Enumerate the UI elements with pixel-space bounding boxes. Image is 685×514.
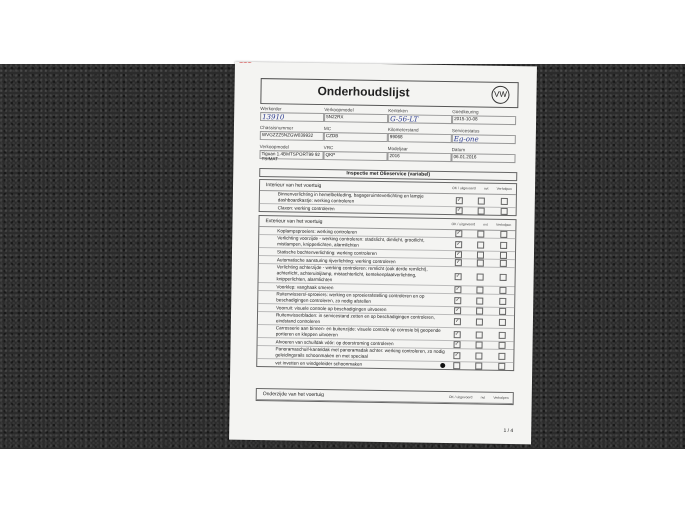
meta-cell bbox=[323, 145, 387, 161]
checkbox-ok[interactable]: ✓ bbox=[456, 207, 462, 214]
col-nvt: nvt bbox=[483, 186, 489, 191]
checklist-item-text: Claxon: werking controleren bbox=[277, 204, 335, 211]
checkbox-verholpen[interactable] bbox=[500, 241, 507, 248]
checkbox-ok[interactable]: ✓ bbox=[455, 307, 460, 314]
checkbox-nvt[interactable] bbox=[477, 273, 484, 280]
checkbox-nvt[interactable] bbox=[476, 331, 483, 338]
exterieur-section bbox=[256, 215, 516, 371]
checklist-item-text: Ruitenwissers/-sproeiers: werking en sproeierafstelling controleren en op beschadigingen controleren, zo nodig afstellen bbox=[276, 291, 425, 304]
checkbox-verholpen[interactable] bbox=[500, 231, 507, 238]
col-ok: OK / uitgevoerd bbox=[448, 395, 473, 400]
checkbox-nvt[interactable] bbox=[478, 197, 485, 204]
checkbox-nvt[interactable] bbox=[477, 297, 484, 304]
checkbox-nvt[interactable] bbox=[476, 341, 483, 348]
checkbox-ok[interactable]: ✓ bbox=[455, 272, 461, 279]
checkbox-verholpen[interactable] bbox=[498, 363, 505, 370]
checkbox-verholpen[interactable] bbox=[500, 252, 507, 259]
checkbox-ok[interactable]: ✓ bbox=[455, 286, 460, 293]
meta-row bbox=[259, 144, 515, 163]
col-nvt: nvt bbox=[483, 222, 488, 227]
checklist-item-text: Voorklep: vanghaak smeren bbox=[276, 283, 334, 290]
meta-cell bbox=[452, 109, 516, 125]
col-ok: OK / uitgevoerd bbox=[451, 222, 476, 227]
page-number: 1 / 4 bbox=[503, 427, 514, 435]
checklist-item-text: Binnenverlichting in hemelbekleding, bagageruimteverlichting en lampje dashboardkastje: werking controleren bbox=[277, 191, 424, 204]
meta-cell bbox=[388, 127, 452, 143]
meta-label: Chassisnummer bbox=[259, 125, 294, 131]
checklist-item-text: Ruitenwisserbladen: in servicestand zetten en op beschadigingen controleren, eindstand controleren bbox=[275, 312, 435, 325]
col-nvt: nvt bbox=[480, 395, 486, 400]
red-pen-mark: ~~~ bbox=[238, 59, 252, 68]
checkbox-nvt[interactable] bbox=[477, 251, 484, 258]
checklist-item-text: Verlichting achterzijde - werking controleren: remlicht (ook derde remlicht), achterlicht, achteruitrijlamp, mistachterlicht, kentekenplaatverlichting, knipperlichten, alarmlichten bbox=[276, 264, 428, 283]
meta-value: 2015-10-08 bbox=[452, 115, 516, 125]
meta-value: 13910 bbox=[260, 112, 324, 122]
checklist-item-text: Automatische aansturing rijverlichting: werking controleren bbox=[276, 256, 396, 264]
checklist-item-text: Verlichting voorzijde - werking controleren: stadslicht, dimlicht, grootlicht, mistlampen, knipperlichten, alarmlichten bbox=[277, 235, 425, 248]
checkbox-ok[interactable]: ✓ bbox=[456, 240, 461, 247]
interieur-section bbox=[259, 179, 517, 216]
checkbox-verholpen[interactable] bbox=[500, 260, 507, 267]
meta-cell bbox=[324, 126, 388, 142]
page-title: Onderhoudslijst bbox=[317, 83, 410, 100]
checkbox-verholpen[interactable] bbox=[499, 297, 506, 304]
checkbox-nvt[interactable] bbox=[477, 259, 484, 266]
checkbox-nvt[interactable] bbox=[476, 318, 483, 325]
checkbox-verholpen[interactable] bbox=[499, 342, 506, 349]
checkbox-ok[interactable]: ✓ bbox=[455, 317, 460, 324]
interieur-title: Interieur van het voertuig bbox=[266, 182, 322, 190]
checkbox-verholpen[interactable] bbox=[500, 287, 507, 294]
maintenance-checklist-sheet bbox=[229, 59, 537, 445]
meta-cell bbox=[387, 146, 451, 162]
checklist-item-text: Koplampsproeiers: werking controleren bbox=[277, 227, 358, 235]
checkbox-ok[interactable]: ✓ bbox=[454, 330, 460, 337]
meta-label: Werkorder bbox=[260, 106, 282, 112]
meta-cell bbox=[451, 147, 515, 163]
col-verholpen: Verholpen bbox=[496, 222, 512, 228]
title-box bbox=[260, 78, 518, 108]
meta-label: Modeljaar bbox=[387, 146, 408, 152]
checkbox-ok[interactable] bbox=[453, 362, 460, 369]
checklist-item-text: Carrosserie aan binnen- en buitenzijde: visuele controle op corrosie bij geopende portieren en kleppen uitvoeren bbox=[275, 325, 441, 338]
checkbox-nvt[interactable] bbox=[478, 230, 485, 237]
meta-value: Tiguan 1.4BMTSPORT99 92 TSIMAT bbox=[259, 150, 323, 160]
meta-cell bbox=[259, 144, 323, 160]
meta-label: Servicestatus bbox=[451, 128, 480, 134]
checkbox-ok[interactable]: ✓ bbox=[457, 196, 462, 203]
exterieur-title: Exterieur van het voertuig bbox=[265, 218, 323, 226]
meta-cell bbox=[260, 125, 324, 141]
meta-label: Kilometerstand bbox=[387, 127, 419, 133]
checklist-item-text: Statische bochtenverlichting: werking controleren bbox=[276, 248, 377, 256]
checkbox-ok[interactable]: ✓ bbox=[454, 341, 460, 348]
checkbox-verholpen[interactable] bbox=[501, 208, 508, 215]
checkbox-verholpen[interactable] bbox=[499, 308, 506, 315]
meta-cell bbox=[388, 108, 452, 124]
inspection-band: Inspectie met Olieservice (variabel) bbox=[259, 168, 517, 181]
checklist-item-text: Voorruit: visuele controle op beschadigingen uitvoeren bbox=[276, 304, 387, 312]
checkbox-verholpen[interactable] bbox=[501, 197, 508, 204]
checkbox-nvt[interactable] bbox=[478, 207, 485, 214]
meta-cell bbox=[452, 128, 516, 144]
checklist-item-text: vet invetten en windgeleider schoonmaken bbox=[275, 359, 363, 367]
meta-row bbox=[260, 106, 516, 125]
meta-label: Datum bbox=[451, 147, 466, 153]
checkbox-verholpen[interactable] bbox=[499, 318, 506, 325]
meta-label: Kenteken bbox=[388, 108, 408, 114]
checkbox-verholpen[interactable] bbox=[499, 331, 506, 338]
meta-label: Verkoopmodel bbox=[324, 107, 354, 113]
meta-label: Goedkeuring bbox=[452, 109, 479, 115]
checkbox-ok[interactable]: ✓ bbox=[456, 230, 461, 237]
vw-logo-icon: VW bbox=[491, 86, 509, 104]
checkbox-verholpen[interactable] bbox=[498, 352, 505, 359]
meta-value: QKP bbox=[323, 151, 387, 161]
meta-value: 06.01.2016 bbox=[451, 153, 515, 163]
meta-value: 99068 bbox=[388, 133, 452, 143]
checkbox-nvt[interactable] bbox=[476, 352, 483, 359]
meta-cell bbox=[260, 106, 324, 122]
col-verholpen: Verholpen bbox=[493, 395, 509, 400]
meta-value: WVGZZZ5NZGW039932 bbox=[260, 131, 324, 141]
checkbox-ok[interactable]: ✓ bbox=[456, 259, 461, 266]
meta-label: MC bbox=[323, 126, 332, 132]
checkbox-ok[interactable]: ✓ bbox=[454, 351, 459, 358]
checklist-item-text: Afvoeren van schuifdak vóór: op doorstroming controleren bbox=[275, 338, 394, 346]
checkbox-nvt[interactable] bbox=[478, 241, 485, 248]
meta-value: 5N22RX bbox=[324, 113, 388, 123]
onderzijde-section bbox=[256, 388, 514, 405]
meta-label: Verkoopmodel bbox=[259, 144, 290, 150]
checkbox-nvt[interactable] bbox=[477, 286, 484, 293]
col-verholpen: Verholpen bbox=[496, 186, 512, 192]
meta-value: CZDB bbox=[324, 132, 388, 142]
meta-row bbox=[260, 125, 516, 144]
meta-cell bbox=[324, 107, 388, 123]
onderzijde-title: Onderzijde van het voertuig bbox=[262, 391, 324, 399]
checkbox-verholpen[interactable] bbox=[500, 273, 507, 280]
checkbox-ok[interactable]: ✓ bbox=[455, 296, 460, 303]
checkbox-nvt[interactable] bbox=[477, 307, 484, 314]
checklist-item-text: Panoramaschuif-kanteldak met panoramadak achter: werking controleren, zo nodig geleidingsrails schoonmaken en met speciaal bbox=[275, 346, 445, 359]
checkbox-ok[interactable]: ✓ bbox=[456, 251, 461, 258]
meta-label: VRC bbox=[323, 145, 334, 151]
meta-value: 2016 bbox=[387, 152, 451, 162]
col-ok: OK / uitgevoerd bbox=[452, 186, 476, 191]
meta-value: Eg-one bbox=[452, 134, 516, 144]
meta-value: G-56-LT bbox=[388, 114, 452, 124]
checkbox-nvt[interactable] bbox=[476, 362, 483, 369]
vehicle-meta-grid bbox=[259, 106, 516, 167]
